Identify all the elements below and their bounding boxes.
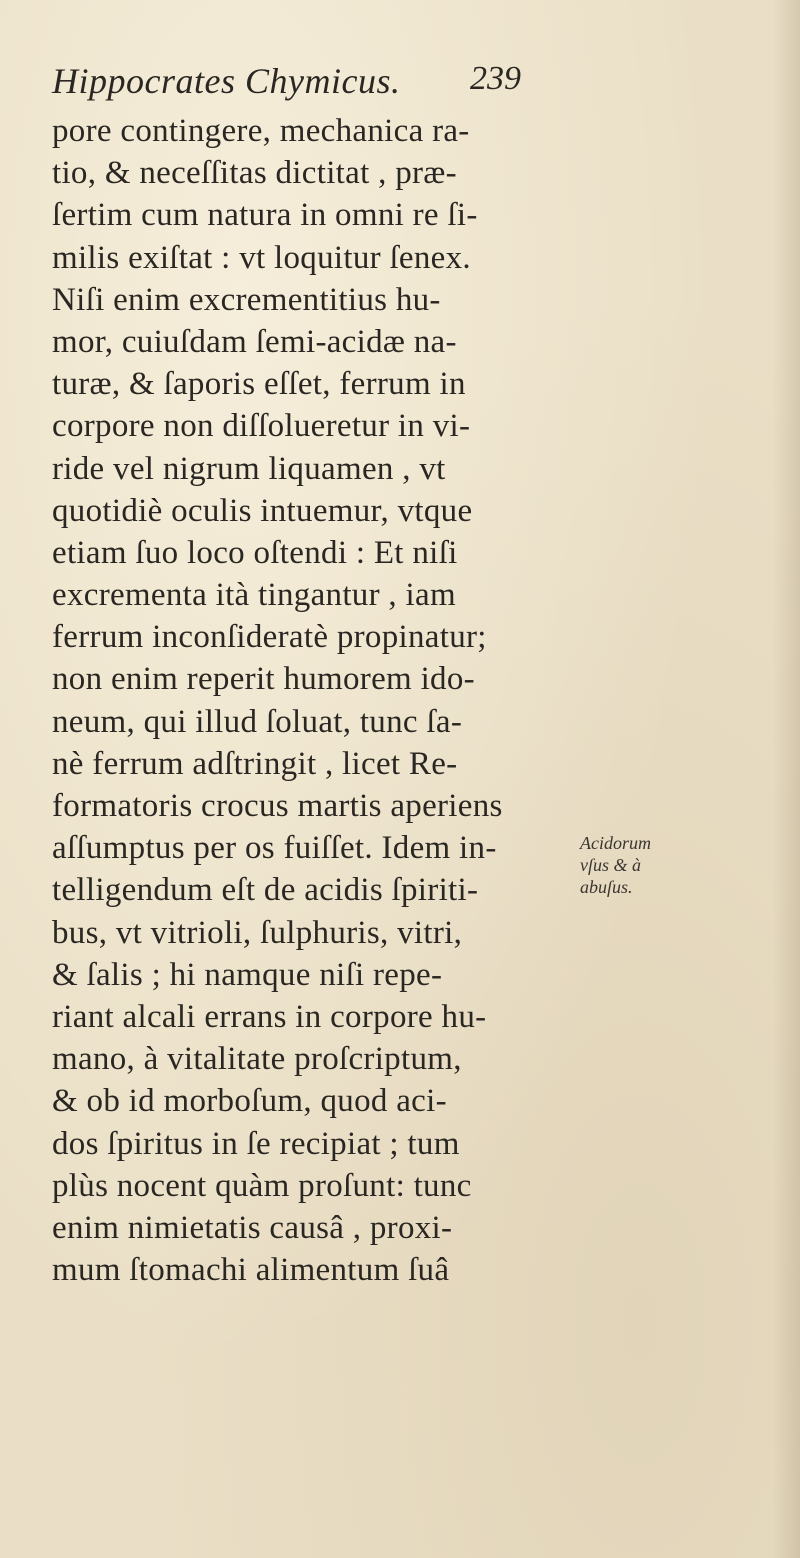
text-line: neum, qui illud ſoluat, tunc ſa-	[52, 703, 463, 740]
text-line: nè ferrum adſtringit , licet Re-	[52, 745, 458, 782]
running-head-title: Hippocrates Chymicus.	[52, 61, 401, 101]
text-line: tio, & neceſſitas dictitat , præ-	[52, 155, 457, 192]
page-edge-shadow	[772, 0, 800, 1558]
text-line: mano, à vitalitate proſcriptum,	[52, 1041, 462, 1078]
text-line: ſertim cum natura in omni re ſi-	[52, 197, 478, 234]
text-line: enim nimietatis causâ , proxi-	[52, 1209, 453, 1246]
text-line: telligendum eſt de acidis ſpiriti-	[52, 872, 479, 909]
text-line: quotidiè oculis intuemur, vtque	[52, 492, 473, 529]
page-number: 239	[470, 60, 521, 97]
marginal-note	[580, 832, 680, 898]
text-line: corpore non diſſolueretur in vi-	[52, 408, 471, 445]
text-line: & ob id morboſum, quod aci-	[52, 1083, 447, 1120]
text-line: & ſalis ; hi namque niſi repe-	[52, 956, 443, 993]
text-line: ride vel nigrum liquamen , vt	[52, 450, 446, 487]
text-line: excrementa ità tingantur , iam	[52, 577, 456, 614]
body-text	[52, 110, 552, 1291]
text-line: ferrum inconſideratè propinatur;	[52, 619, 487, 656]
text-line: plùs nocent quàm proſunt: tunc	[52, 1167, 472, 1204]
marginal-note-line: vſus & à	[580, 855, 641, 875]
text-line: mum ſtomachi alimentum ſuâ	[52, 1252, 450, 1289]
text-line: Niſi enim excrementitius hu-	[52, 281, 441, 318]
text-line: pore contingere, mechanica ra-	[52, 113, 470, 149]
text-line: turæ, & ſaporis eſſet, ferrum in	[52, 366, 466, 403]
text-line: non enim reperit humorem ido-	[52, 661, 475, 698]
text-line: bus, vt vitrioli, ſulphuris, vitri,	[52, 914, 463, 951]
text-line: aſſumptus per os fuiſſet. Idem in-	[52, 830, 497, 867]
running-head	[0, 60, 800, 104]
text-line: mor, cuiuſdam ſemi-acidæ na-	[52, 323, 457, 360]
text-line: milis exiſtat : vt loquitur ſenex.	[52, 239, 471, 276]
marginal-note-line: Acidorum	[580, 833, 651, 853]
text-line: formatoris crocus martis aperiens	[52, 788, 503, 824]
text-line: dos ſpiritus in ſe recipiat ; tum	[52, 1125, 460, 1162]
text-line: riant alcali errans in corpore hu-	[52, 998, 487, 1035]
marginal-note-line: abuſus.	[580, 877, 633, 897]
text-line: etiam ſuo loco oſtendi : Et niſi	[52, 534, 458, 571]
